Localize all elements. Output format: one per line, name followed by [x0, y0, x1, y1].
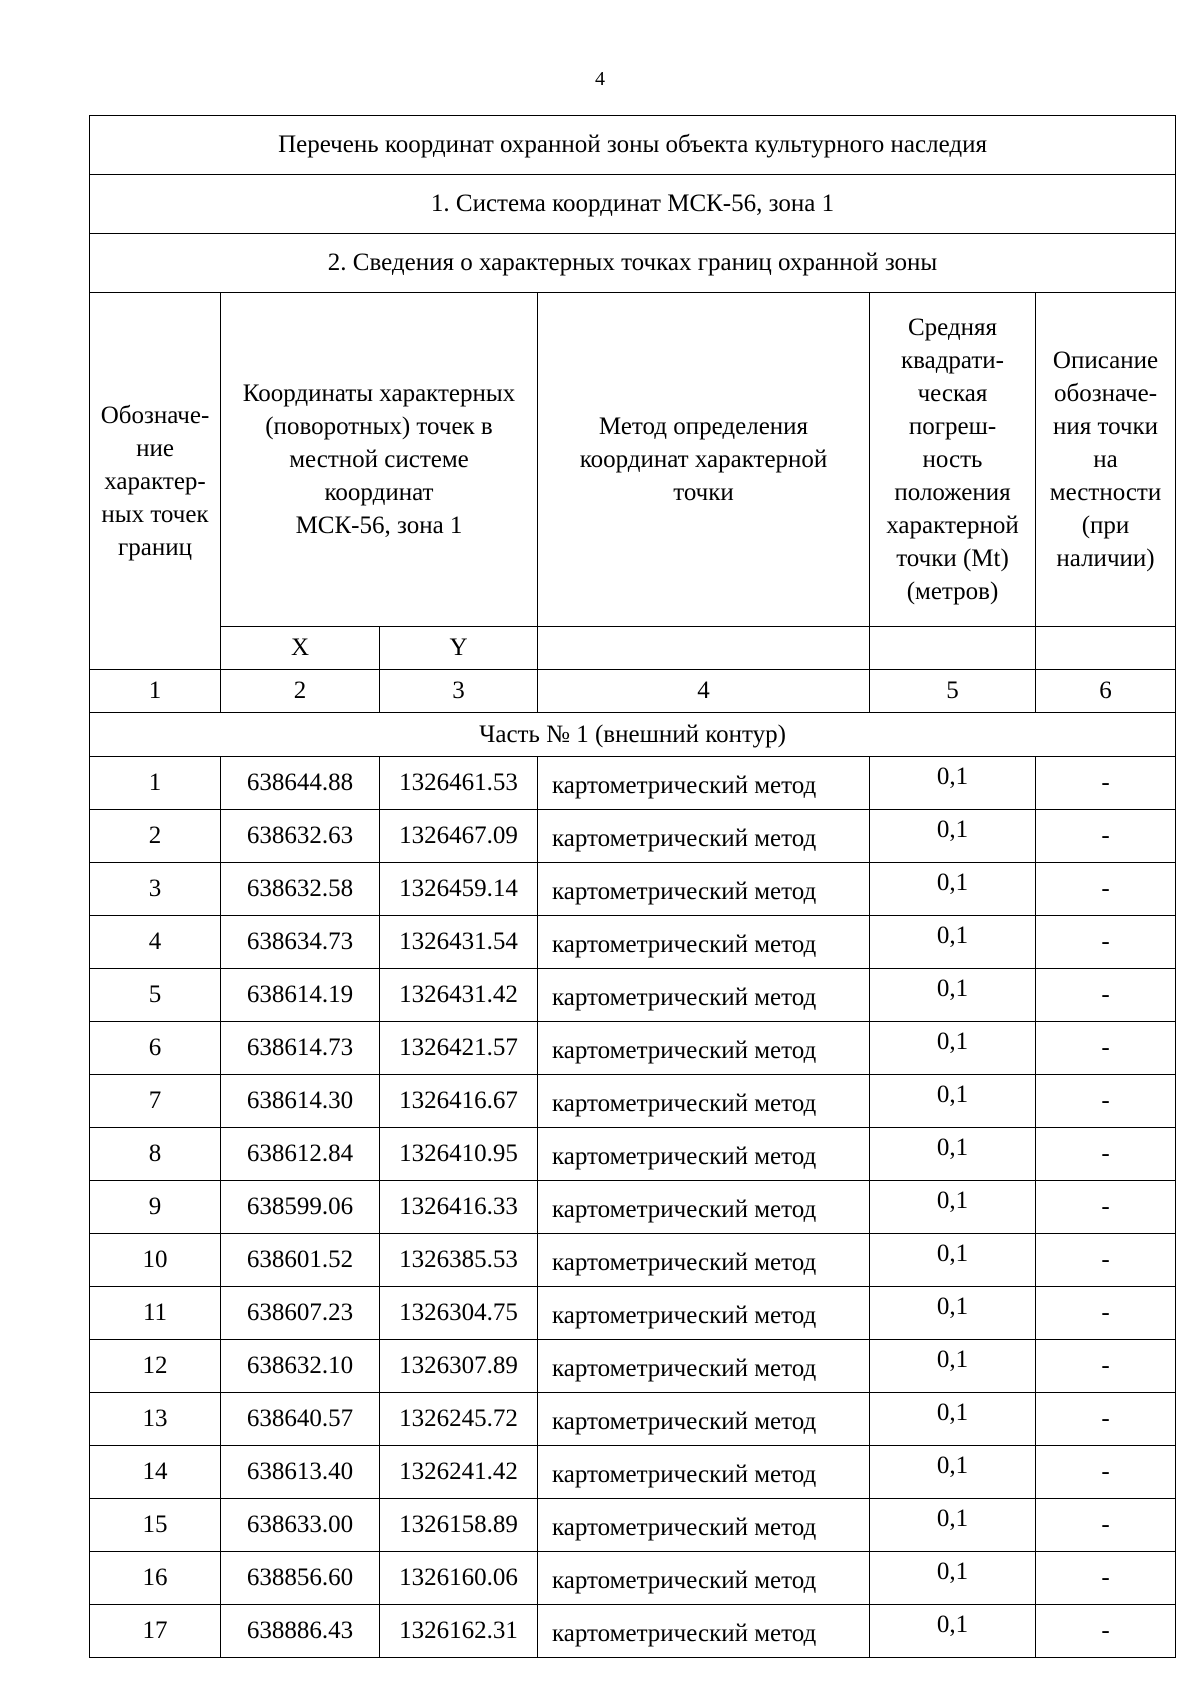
table-row: [90, 1340, 1176, 1393]
header-line: местности: [1049, 479, 1162, 506]
coord-y: 1326241.42: [380, 1446, 538, 1499]
method: картометрический метод: [538, 1393, 870, 1446]
description: -: [1036, 916, 1176, 969]
coord-x: 638640.57: [221, 1393, 380, 1446]
coord-y: 1326459.14: [380, 863, 538, 916]
point-number: 4: [90, 916, 221, 969]
coord-y: 1326245.72: [380, 1393, 538, 1446]
method: картометрический метод: [538, 916, 870, 969]
table-row: [90, 1234, 1176, 1287]
coord-x: 638856.60: [221, 1552, 380, 1605]
method: картометрический метод: [538, 1552, 870, 1605]
mt-value: 0,1: [870, 757, 1036, 810]
coord-y: 1326304.75: [380, 1287, 538, 1340]
method: картометрический метод: [538, 1605, 870, 1658]
header-line: квадрати-: [900, 347, 1004, 374]
point-number: 12: [90, 1340, 221, 1393]
description: -: [1036, 1234, 1176, 1287]
header-empty: [870, 627, 1036, 670]
coordinate-system: 1. Система координат МСК-56, зона 1: [90, 175, 1176, 234]
mt-value: 0,1: [870, 1181, 1036, 1234]
method: картометрический метод: [538, 810, 870, 863]
mt-value: 0,1: [870, 916, 1036, 969]
coord-y: 1326431.42: [380, 969, 538, 1022]
point-number: 15: [90, 1499, 221, 1552]
mt-value: 0,1: [870, 1022, 1036, 1075]
coord-y: 1326416.67: [380, 1075, 538, 1128]
point-number: 2: [90, 810, 221, 863]
coordinate-system-row: [90, 175, 1176, 234]
point-number: 3: [90, 863, 221, 916]
header-line: наличии): [1056, 545, 1155, 572]
header-line: МСК-56, зона 1: [295, 512, 463, 539]
header-line: точки: [673, 479, 734, 506]
coordinates-table: [89, 115, 1176, 1658]
method: картометрический метод: [538, 1499, 870, 1552]
header-line: ния точки: [1052, 413, 1159, 440]
section-title: 2. Сведения о характерных точках границ охранной зоны: [90, 234, 1176, 293]
description: -: [1036, 1128, 1176, 1181]
table-row: [90, 1181, 1176, 1234]
table-row: [90, 969, 1176, 1022]
coord-y: 1326421.57: [380, 1022, 538, 1075]
header-line: Средняя: [907, 314, 998, 341]
header-method: [538, 293, 870, 627]
coord-x: 638614.73: [221, 1022, 380, 1075]
coord-x: 638632.63: [221, 810, 380, 863]
mt-value: 0,1: [870, 969, 1036, 1022]
header-empty: [538, 627, 870, 670]
method: картометрический метод: [538, 1287, 870, 1340]
coord-y: 1326431.54: [380, 916, 538, 969]
table-row: [90, 1552, 1176, 1605]
coord-x: 638633.00: [221, 1499, 380, 1552]
table-row: [90, 1499, 1176, 1552]
coord-y: 1326158.89: [380, 1499, 538, 1552]
coord-x: 638632.10: [221, 1340, 380, 1393]
point-number: 6: [90, 1022, 221, 1075]
mt-value: 0,1: [870, 1446, 1036, 1499]
coord-x: 638599.06: [221, 1181, 380, 1234]
header-x: X: [221, 627, 380, 670]
header-line: местной системе: [289, 446, 469, 473]
mt-value: 0,1: [870, 810, 1036, 863]
point-number: 8: [90, 1128, 221, 1181]
header-coordinates: [221, 293, 538, 627]
header-line: обозначе-: [1053, 380, 1158, 407]
coord-x: 638613.40: [221, 1446, 380, 1499]
description: -: [1036, 1022, 1176, 1075]
header-description: [1036, 293, 1176, 627]
header-line: границ: [118, 533, 192, 561]
mt-value: 0,1: [870, 1287, 1036, 1340]
coord-x: 638886.43: [221, 1605, 380, 1658]
header-line: положения: [894, 479, 1011, 506]
description: -: [1036, 863, 1176, 916]
header-line: на: [1093, 446, 1118, 473]
point-number: 10: [90, 1234, 221, 1287]
column-number-row: [90, 670, 1176, 713]
header-line: ность: [922, 446, 983, 473]
coord-x: 638607.23: [221, 1287, 380, 1340]
point-number: 13: [90, 1393, 221, 1446]
description: -: [1036, 1340, 1176, 1393]
column-number: 3: [380, 670, 538, 713]
mt-value: 0,1: [870, 1340, 1036, 1393]
coord-y: 1326467.09: [380, 810, 538, 863]
method: картометрический метод: [538, 1181, 870, 1234]
coord-x: 638614.30: [221, 1075, 380, 1128]
coord-y: 1326307.89: [380, 1340, 538, 1393]
method: картометрический метод: [538, 1340, 870, 1393]
table-title-row: [90, 116, 1176, 175]
header-error: [870, 293, 1036, 627]
coord-x: 638614.19: [221, 969, 380, 1022]
coord-x: 638632.58: [221, 863, 380, 916]
coord-y: 1326461.53: [380, 757, 538, 810]
header-line: Метод определения: [598, 413, 809, 440]
table-row: [90, 1605, 1176, 1658]
part-row: [90, 713, 1176, 757]
method: картометрический метод: [538, 969, 870, 1022]
section-row: [90, 234, 1176, 293]
coord-x: 638634.73: [221, 916, 380, 969]
description: -: [1036, 1552, 1176, 1605]
point-number: 11: [90, 1287, 221, 1340]
description: -: [1036, 1446, 1176, 1499]
method: картометрический метод: [538, 1128, 870, 1181]
table-row: [90, 1075, 1176, 1128]
description: -: [1036, 1499, 1176, 1552]
header-line: (метров): [906, 578, 999, 605]
header-line: Обозначе-: [100, 401, 210, 429]
description: -: [1036, 810, 1176, 863]
coord-y: 1326162.31: [380, 1605, 538, 1658]
part-label: Часть № 1 (внешний контур): [90, 713, 1176, 757]
mt-value: 0,1: [870, 1552, 1036, 1605]
table-row: [90, 863, 1176, 916]
mt-value: 0,1: [870, 1234, 1036, 1287]
method: картометрический метод: [538, 1234, 870, 1287]
method: картометрический метод: [538, 1075, 870, 1128]
column-number: 6: [1036, 670, 1176, 713]
method: картометрический метод: [538, 863, 870, 916]
column-number: 1: [90, 670, 221, 713]
header-line: ческая: [917, 380, 988, 407]
header-line: характер-: [104, 467, 206, 495]
coord-y: 1326416.33: [380, 1181, 538, 1234]
table-row: [90, 916, 1176, 969]
mt-value: 0,1: [870, 1499, 1036, 1552]
description: -: [1036, 1181, 1176, 1234]
point-number: 14: [90, 1446, 221, 1499]
table-row: [90, 1287, 1176, 1340]
header-line: (при: [1081, 512, 1130, 539]
point-number: 5: [90, 969, 221, 1022]
table-row: [90, 810, 1176, 863]
description: -: [1036, 1287, 1176, 1340]
mt-value: 0,1: [870, 1075, 1036, 1128]
coord-y: 1326410.95: [380, 1128, 538, 1181]
column-number: 4: [538, 670, 870, 713]
header-line: точки (Mt): [896, 545, 1009, 572]
mt-value: 0,1: [870, 1393, 1036, 1446]
coord-x: 638612.84: [221, 1128, 380, 1181]
point-number: 16: [90, 1552, 221, 1605]
description: -: [1036, 969, 1176, 1022]
method: картометрический метод: [538, 1022, 870, 1075]
description: -: [1036, 1393, 1176, 1446]
method: картометрический метод: [538, 757, 870, 810]
table-row: [90, 1128, 1176, 1181]
point-number: 7: [90, 1075, 221, 1128]
mt-value: 0,1: [870, 1605, 1036, 1658]
xy-header-row: [90, 627, 1176, 670]
column-number: 5: [870, 670, 1036, 713]
header-empty: [1036, 627, 1176, 670]
page-number: 4: [595, 68, 605, 90]
header-line: координат: [324, 479, 434, 506]
header-line: характерной: [886, 512, 1019, 539]
table-row: [90, 757, 1176, 810]
point-number: 9: [90, 1181, 221, 1234]
description: -: [1036, 757, 1176, 810]
coord-x: 638601.52: [221, 1234, 380, 1287]
table-title: Перечень координат охранной зоны объекта культурного наследия: [90, 116, 1176, 175]
header-line: координат характерной: [579, 446, 828, 473]
coord-y: 1326385.53: [380, 1234, 538, 1287]
method: картометрический метод: [538, 1446, 870, 1499]
coord-y: 1326160.06: [380, 1552, 538, 1605]
header-line: (поворотных) точек в: [265, 413, 493, 440]
mt-value: 0,1: [870, 1128, 1036, 1181]
description: -: [1036, 1605, 1176, 1658]
header-line: ние: [136, 434, 174, 462]
mt-value: 0,1: [870, 863, 1036, 916]
header-line: Координаты характерных: [242, 380, 516, 407]
coord-x: 638644.88: [221, 757, 380, 810]
table-row: [90, 1393, 1176, 1446]
column-number: 2: [221, 670, 380, 713]
header-line: погреш-: [908, 413, 997, 440]
header-designation: [90, 293, 221, 670]
point-number: 1: [90, 757, 221, 810]
table-row: [90, 1022, 1176, 1075]
header-line: ных точек: [101, 500, 209, 528]
description: -: [1036, 1075, 1176, 1128]
header-y: Y: [380, 627, 538, 670]
point-number: 17: [90, 1605, 221, 1658]
header-row: [90, 293, 1176, 627]
header-line: Описание: [1052, 347, 1159, 374]
table-row: [90, 1446, 1176, 1499]
